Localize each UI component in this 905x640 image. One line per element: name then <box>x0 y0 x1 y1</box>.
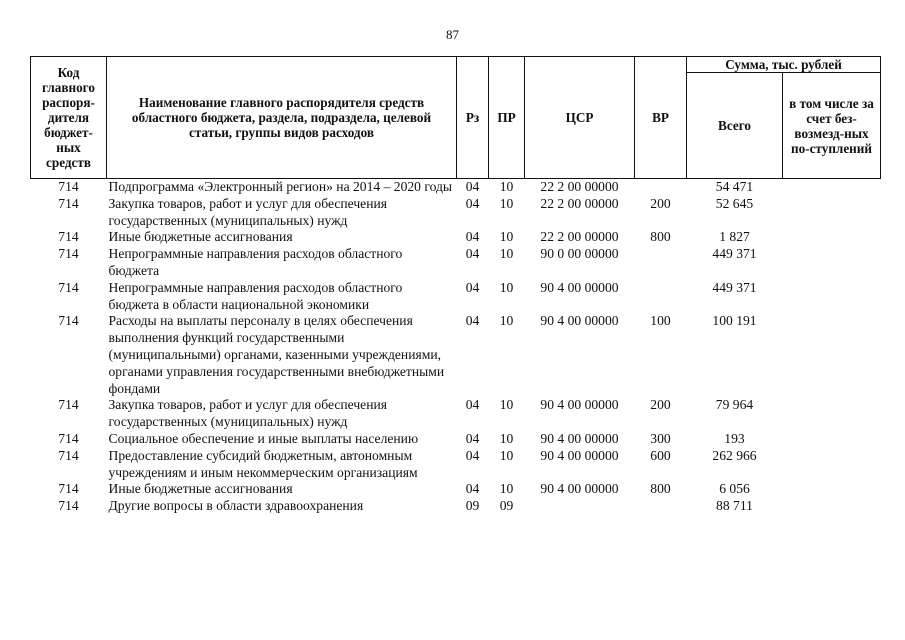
row-code: 714 <box>58 279 79 295</box>
row-pr: 10 <box>499 397 514 413</box>
row-gratuitous <box>783 498 881 515</box>
row-gratuitous <box>783 397 881 431</box>
row-vr: 800 <box>650 229 671 245</box>
row-total: 262 966 <box>712 447 757 463</box>
table-row <box>31 229 881 246</box>
row-code: 714 <box>58 447 79 463</box>
row-vr: 100 <box>650 313 671 329</box>
header-gratuitous: в том числе за счет без-возмезд-ных по-ступлений <box>783 73 881 179</box>
table-row <box>31 431 881 448</box>
row-csr: 22 2 00 00000 <box>540 229 619 245</box>
table-row <box>31 196 881 230</box>
row-rz: 04 <box>465 397 480 413</box>
row-vr <box>635 280 687 314</box>
budget-table <box>30 56 881 515</box>
row-rz: 09 <box>465 498 480 514</box>
row-csr <box>525 498 635 515</box>
row-gratuitous <box>783 313 881 397</box>
row-code: 714 <box>58 229 79 245</box>
row-rz: 04 <box>465 195 480 211</box>
row-code: 714 <box>58 498 79 514</box>
row-gratuitous <box>783 481 881 498</box>
table-row <box>31 498 881 515</box>
page-number: 87 <box>446 27 459 42</box>
header-code: Код главного распоря-дителя бюджет-ных средств <box>31 57 107 179</box>
row-total: 79 964 <box>715 397 754 413</box>
row-gratuitous <box>783 280 881 314</box>
row-total: 100 191 <box>712 313 757 329</box>
row-name: Закупка товаров, работ и услуг для обеспечения государственных (муниципальных) нужд <box>108 397 387 430</box>
header-vr: ВР <box>635 57 687 179</box>
row-csr: 90 0 00 00000 <box>540 246 619 262</box>
row-code: 714 <box>58 481 79 497</box>
row-pr: 10 <box>499 246 514 262</box>
row-gratuitous <box>783 431 881 448</box>
row-vr <box>635 179 687 196</box>
row-name: Закупка товаров, работ и услуг для обеспечения государственных (муниципальных) нужд <box>108 195 387 228</box>
row-pr: 10 <box>499 279 514 295</box>
table-row <box>31 246 881 280</box>
row-name: Иные бюджетные ассигнования <box>108 229 293 245</box>
row-name: Подпрограмма «Электронный регион» на 2014 – 2020 годы <box>108 179 453 194</box>
row-gratuitous <box>783 229 881 246</box>
row-rz: 04 <box>465 179 480 194</box>
row-pr: 10 <box>499 179 514 194</box>
row-code: 714 <box>58 246 79 262</box>
header-name: Наименование главного распорядителя средств областного бюджета, раздела, подраздела, целевой статьи, группы видов расходов <box>107 57 457 179</box>
row-vr: 200 <box>650 397 671 413</box>
row-csr: 90 4 00 00000 <box>540 481 619 497</box>
row-code: 714 <box>58 179 79 194</box>
row-vr: 800 <box>650 481 671 497</box>
row-total: 88 711 <box>716 498 753 514</box>
row-rz: 04 <box>465 447 480 463</box>
row-vr <box>635 498 687 515</box>
row-csr: 90 4 00 00000 <box>540 447 619 463</box>
table-row <box>31 179 881 196</box>
row-pr: 10 <box>499 430 514 446</box>
table-row <box>31 313 881 397</box>
row-name: Социальное обеспечение и иные выплаты населению <box>108 430 419 446</box>
row-gratuitous <box>783 179 881 196</box>
row-gratuitous <box>783 246 881 280</box>
row-pr: 10 <box>499 195 514 211</box>
table-row <box>31 481 881 498</box>
row-total: 449 371 <box>712 279 757 295</box>
row-vr: 600 <box>650 447 671 463</box>
row-name: Расходы на выплаты персоналу в целях обеспечения выполнения функций государственными (муниципальными) органами, казенными учреждениями, органами управления государственными внебюджетными фондами <box>108 313 445 396</box>
table-row <box>31 280 881 314</box>
header-pr: ПР <box>489 57 525 179</box>
row-name: Непрограммные направления расходов областного бюджета в области национальной экономики <box>108 279 403 312</box>
header-total: Всего <box>687 73 783 179</box>
row-vr: 300 <box>650 430 671 446</box>
row-csr: 90 4 00 00000 <box>540 430 619 446</box>
row-pr: 10 <box>499 229 514 245</box>
row-csr: 90 4 00 00000 <box>540 397 619 413</box>
row-rz: 04 <box>465 481 480 497</box>
header-csr: ЦСР <box>525 57 635 179</box>
header-rz: Рз <box>457 57 489 179</box>
row-total: 193 <box>724 430 745 446</box>
row-gratuitous <box>783 196 881 230</box>
row-rz: 04 <box>465 430 480 446</box>
row-total: 52 645 <box>715 195 754 211</box>
row-csr: 90 4 00 00000 <box>540 313 619 329</box>
row-code: 714 <box>58 313 79 329</box>
row-total: 1 827 <box>719 229 750 245</box>
row-pr: 10 <box>499 313 514 329</box>
row-rz: 04 <box>465 279 480 295</box>
table-row <box>31 397 881 431</box>
row-name: Предоставление субсидий бюджетным, автономным учреждениям и иным некоммерческим организациям <box>108 447 418 480</box>
row-rz: 04 <box>465 246 480 262</box>
row-vr <box>635 246 687 280</box>
row-vr: 200 <box>650 195 671 211</box>
row-pr: 10 <box>499 447 514 463</box>
row-total: 6 056 <box>719 481 750 497</box>
row-pr: 10 <box>499 481 514 497</box>
row-pr: 09 <box>499 498 514 514</box>
row-gratuitous <box>783 448 881 482</box>
row-csr: 90 4 00 00000 <box>540 279 619 295</box>
row-name: Другие вопросы в области здравоохранения <box>108 498 364 514</box>
row-total: 54 471 <box>715 179 754 194</box>
row-total: 449 371 <box>712 246 757 262</box>
header-sum: Сумма, тыс. рублей <box>687 57 881 73</box>
row-code: 714 <box>58 195 79 211</box>
row-code: 714 <box>58 397 79 413</box>
row-csr: 22 2 00 00000 <box>540 179 619 194</box>
row-csr: 22 2 00 00000 <box>540 195 619 211</box>
row-rz: 04 <box>465 229 480 245</box>
row-code: 714 <box>58 430 79 446</box>
row-rz: 04 <box>465 313 480 329</box>
row-name: Иные бюджетные ассигнования <box>108 481 293 497</box>
table-body <box>31 179 881 515</box>
table-row <box>31 448 881 482</box>
row-name: Непрограммные направления расходов областного бюджета <box>108 246 403 278</box>
